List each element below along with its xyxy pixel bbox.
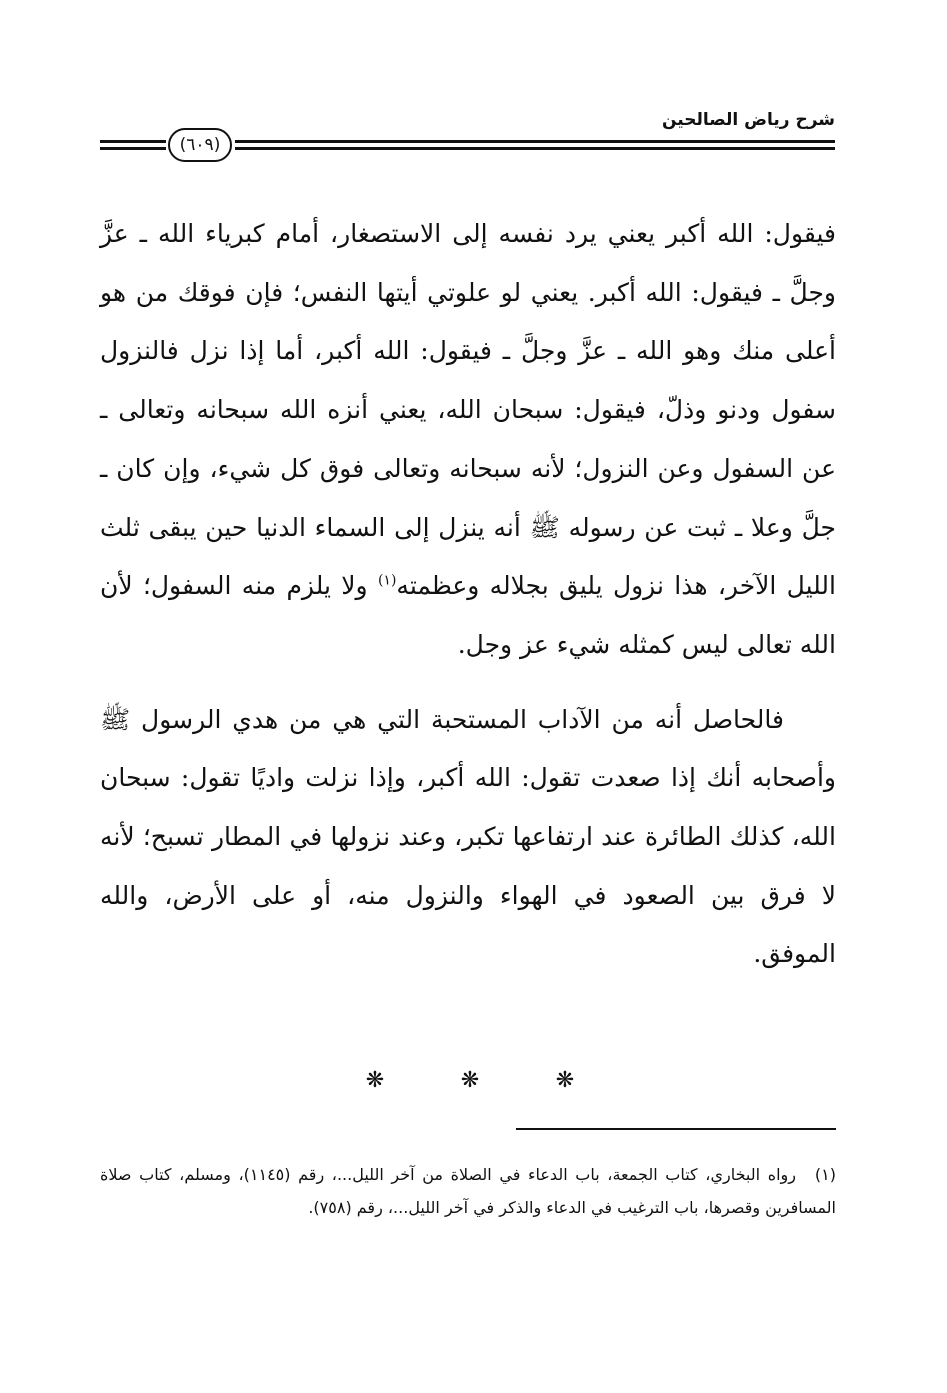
paragraph-1 bbox=[100, 205, 836, 675]
footnote-reference[interactable]: (١) bbox=[377, 572, 397, 589]
paragraph-1-end: ولا يلزم منه السفول؛ لأن الله تعالى ليس كمثله شيء عز وجل. bbox=[100, 571, 836, 659]
asterism-star-icon: ❋ bbox=[365, 1068, 385, 1093]
footnote-text: رواه البخاري، كتاب الجمعة، باب الدعاء في الصلاة من آخر الليل...، رقم (١١٤٥)، ومسلم، كتاب صلاة المسافرين وقصرها، باب الترغيب في الدعاء والذكر في آخر الليل...، رقم (٧٥٨). bbox=[100, 1165, 836, 1217]
paragraph-2: فالحاصل أنه من الآداب المستحبة التي هي من هدي الرسول ﷺ وأصحابه أنك إذا صعدت تقول: الله أكبر، وإذا نزلت واديًا تقول: سبحان الله، كذلك الطائرة عند ارتفاعها تكبر، وعند نزولها في المطار تسبح؛ لأنه لا فرق بين الصعود في الهواء والنزول منه، أو على الأرض، والله الموفق. bbox=[100, 704, 836, 969]
footnote-divider bbox=[516, 1128, 836, 1130]
asterism-star-icon: ❋ bbox=[555, 1068, 575, 1093]
footnote-number: (١) bbox=[814, 1165, 836, 1184]
book-title: شرح رياض الصالحين bbox=[661, 110, 835, 130]
asterism-star-icon: ❋ bbox=[460, 1068, 480, 1093]
paragraph-1-text: فيقول: الله أكبر يعني يرد نفسه إلى الاستصغار، أمام كبرياء الله ـ عزَّ وجلَّ ـ فيقول: الله أكبر. يعني لو علوتي أيتها النفس؛ فإن فوقك من هو أعلى منك وهو الله ـ عزَّ وجلَّ ـ فيقول: الله أكبر، أما إذا نزل فالنزول سفول ودنو وذلّ، فيقول: سبحان الله، يعني أنزه الله سبحانه وتعالى ـ عن السفول وعن النزول؛ لأنه سبحانه وتعالى فوق كل شيء، وإن كان ـ جلَّ وعلا ـ ثبت عن رسوله ﷺ أنه ينزل إلى السماء الدنيا حين يبقى ثلث الليل الآخر، هذا نزول يليق بجلاله وعظمته bbox=[100, 219, 836, 601]
header-rule-left bbox=[100, 140, 166, 150]
header-rule-right bbox=[235, 140, 835, 150]
section-separator bbox=[360, 1068, 580, 1098]
footnote bbox=[100, 1158, 836, 1224]
page-header bbox=[100, 110, 835, 170]
page-number: (٦٠٩) bbox=[168, 128, 232, 162]
main-text bbox=[100, 205, 836, 984]
